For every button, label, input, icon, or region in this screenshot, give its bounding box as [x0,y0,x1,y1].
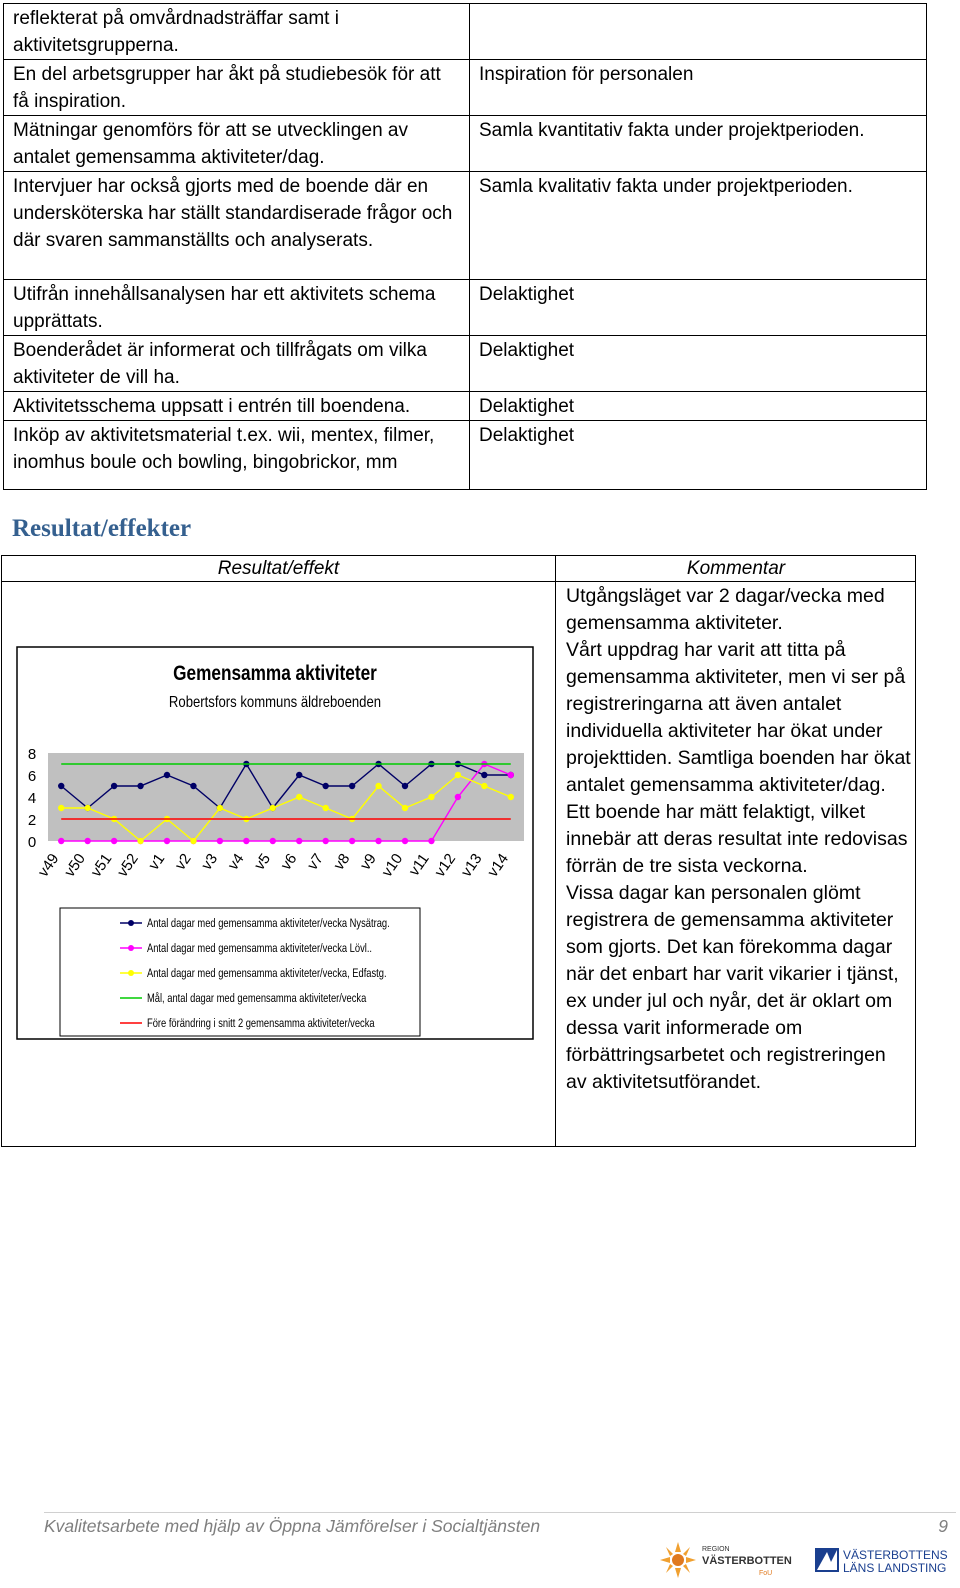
legend-label: Antal dagar med gemensamma aktiviteter/vecka Lövl.. [147,941,373,956]
table-row [4,280,927,336]
data-point [270,805,276,811]
legend-label: Före förändring i snitt 2 gemensamma aktiviteter/vecka [147,1016,375,1031]
x-tick-label: v13 [457,850,486,881]
x-tick-label: v49 [34,850,63,881]
comment-paragraph-2: Vårt uppdrag har varit att titta på gemensamma aktiviteter, men vi ser på registreringarna att även antalet individuella aktiviteter har ökat under projekttiden. Samtliga boenden har ökat antalet gemensamma aktiviteter/dag. Ett boende har mätt felaktigt, vilket innebär att deras resultat inte redovisas förrän de tre sista veckorna. [566,639,911,877]
table-row [4,336,927,392]
data-point [111,783,117,789]
vasterbottens-lans-landsting-logo [813,1540,953,1580]
data-point [402,805,408,811]
plot-area [48,753,524,841]
x-tick-label: v11 [405,850,433,880]
action-cell: reflekterat på omvårdnadsträffar samt i aktivitetsgrupperna. [4,4,470,60]
data-point [481,783,487,789]
x-tick-label: v14 [484,850,513,881]
data-point [322,783,328,789]
data-point [137,838,143,844]
legend-marker [128,945,134,951]
data-point [164,772,170,778]
data-point [322,805,328,811]
data-point [296,794,302,800]
comment-header: Kommentar [686,558,786,579]
x-tick-label: v2 [171,850,195,874]
section-heading: Resultat/effekter [12,515,192,542]
landsting-line-2: LÄNS LANDSTING [843,1561,947,1575]
table-row [4,60,927,116]
y-tick-label: 2 [27,812,37,829]
comment-text [566,583,911,1096]
comment-paragraph-1: Utgångsläget var 2 dagar/vecka med gemensamma aktiviteter. [566,585,885,634]
y-tick-label: 6 [27,768,37,785]
legend-label: Antal dagar med gemensamma aktiviteter/vecka, Edfastg. [147,966,387,981]
action-cell: Intervjuer har också gjorts med de boende där en undersköterska har ställt standardiserade frågor och där svaren sammanställts och analyserats. [4,172,470,280]
region-label: REGION [702,1546,730,1553]
data-point [111,838,117,844]
region-vasterbotten-fou-logo [662,1540,792,1582]
chart-title: Gemensamma aktiviteter [173,662,377,686]
table-row [4,421,927,490]
footer-rule [44,1512,956,1513]
data-point [508,772,514,778]
data-point [428,794,434,800]
x-tick-label: v52 [114,850,142,881]
data-point [164,838,170,844]
data-point [270,838,276,844]
purpose-cell [470,4,927,60]
data-point [322,838,328,844]
action-cell: Mätningar genomförs för att se utvecklingen av antalet gemensamma aktiviteter/dag. [4,116,470,172]
table-row [4,4,927,60]
data-point [58,838,64,844]
x-tick-label: v4 [224,850,248,874]
data-point [84,805,90,811]
activities-line-chart [16,646,538,1045]
data-point [190,838,196,844]
action-cell: Utifrån innehållsanalysen har ett aktivitets schema upprättats. [4,280,470,336]
x-tick-label: v50 [61,850,89,881]
x-tick-label: v12 [431,850,460,881]
data-point [402,838,408,844]
fou-label: FoU [759,1570,773,1577]
activities-table [3,3,927,490]
data-point [217,838,223,844]
purpose-cell: Delaktighet [470,421,927,490]
footer-title: Kvalitetsarbete med hjälp av Öppna Jämförelser i Socialtjänsten [44,1516,541,1536]
data-point [296,772,302,778]
y-tick-label: 4 [27,790,37,807]
page-number: 9 [938,1516,948,1536]
data-point [375,783,381,789]
purpose-cell: Inspiration för personalen [470,60,927,116]
x-tick-label: v9 [356,850,380,874]
column-divider [555,556,556,1146]
sun-emblem-icon [660,1542,696,1578]
action-cell: Boenderådet är informerat och tillfrågats om vilka aktiviteter de vill ha. [4,336,470,392]
region-name: VÄSTERBOTTEN [702,1555,792,1567]
data-point [58,783,64,789]
landsting-emblem-icon [815,1548,839,1572]
data-point [243,838,249,844]
x-tick-label: v3 [198,850,222,874]
chart-subtitle: Robertsfors kommuns äldreboenden [168,693,382,712]
legend-label: Antal dagar med gemensamma aktiviteter/vecka Nysätrag. [147,916,390,931]
data-point [84,838,90,844]
data-point [375,838,381,844]
data-point [455,794,461,800]
x-tick-label: v10 [378,850,407,881]
legend-marker [128,920,134,926]
x-tick-label: v51 [87,850,116,881]
header-divider [2,581,915,582]
y-tick-label: 8 [27,746,37,763]
data-point [455,772,461,778]
comment-paragraph-3: Vissa dagar kan personalen glömt registrera de gemensamma aktiviteter som gjorts. Det kan förekomma dagar när det enbart har varit vikarier i tjänst, ex under jul och nyår, det är oklart om dessa varit informerade om förbättringsarbetet och registreringen av aktivitetsutförandet. [566,882,899,1093]
table-row [4,172,927,280]
data-point [58,805,64,811]
table-row [4,116,927,172]
data-point [428,838,434,844]
data-point [508,794,514,800]
purpose-cell: Delaktighet [470,280,927,336]
data-point [296,838,302,844]
purpose-cell: Delaktighet [470,392,927,421]
data-point [349,838,355,844]
y-tick-label: 0 [27,834,37,851]
x-tick-label: v6 [277,850,301,874]
action-cell: Inköp av aktivitetsmaterial t.ex. wii, mentex, filmer, inomhus boule och bowling, bingobrickor, mm [4,421,470,490]
purpose-cell: Samla kvantitativ fakta under projektperioden. [470,116,927,172]
purpose-cell: Delaktighet [470,336,927,392]
data-point [217,805,223,811]
x-tick-label: v1 [145,850,169,874]
legend-label: Mål, antal dagar med gemensamma aktiviteter/vecka [147,991,367,1006]
legend-marker [128,970,134,976]
data-point [402,783,408,789]
landsting-line-1: VÄSTERBOTTENS [843,1548,948,1562]
action-cell: Aktivitetsschema uppsatt i entrén till boendena. [4,392,470,421]
x-tick-label: v5 [251,850,275,874]
data-point [190,783,196,789]
purpose-cell: Samla kvalitativ fakta under projektperioden. [470,172,927,280]
result-effect-header: Resultat/effekt [217,558,340,579]
data-point [481,772,487,778]
action-cell: En del arbetsgrupper har åkt på studiebesök för att få inspiration. [4,60,470,116]
x-tick-label: v7 [303,850,327,874]
table-row [4,392,927,421]
data-point [137,783,143,789]
data-point [349,783,355,789]
x-tick-label: v8 [330,850,354,874]
